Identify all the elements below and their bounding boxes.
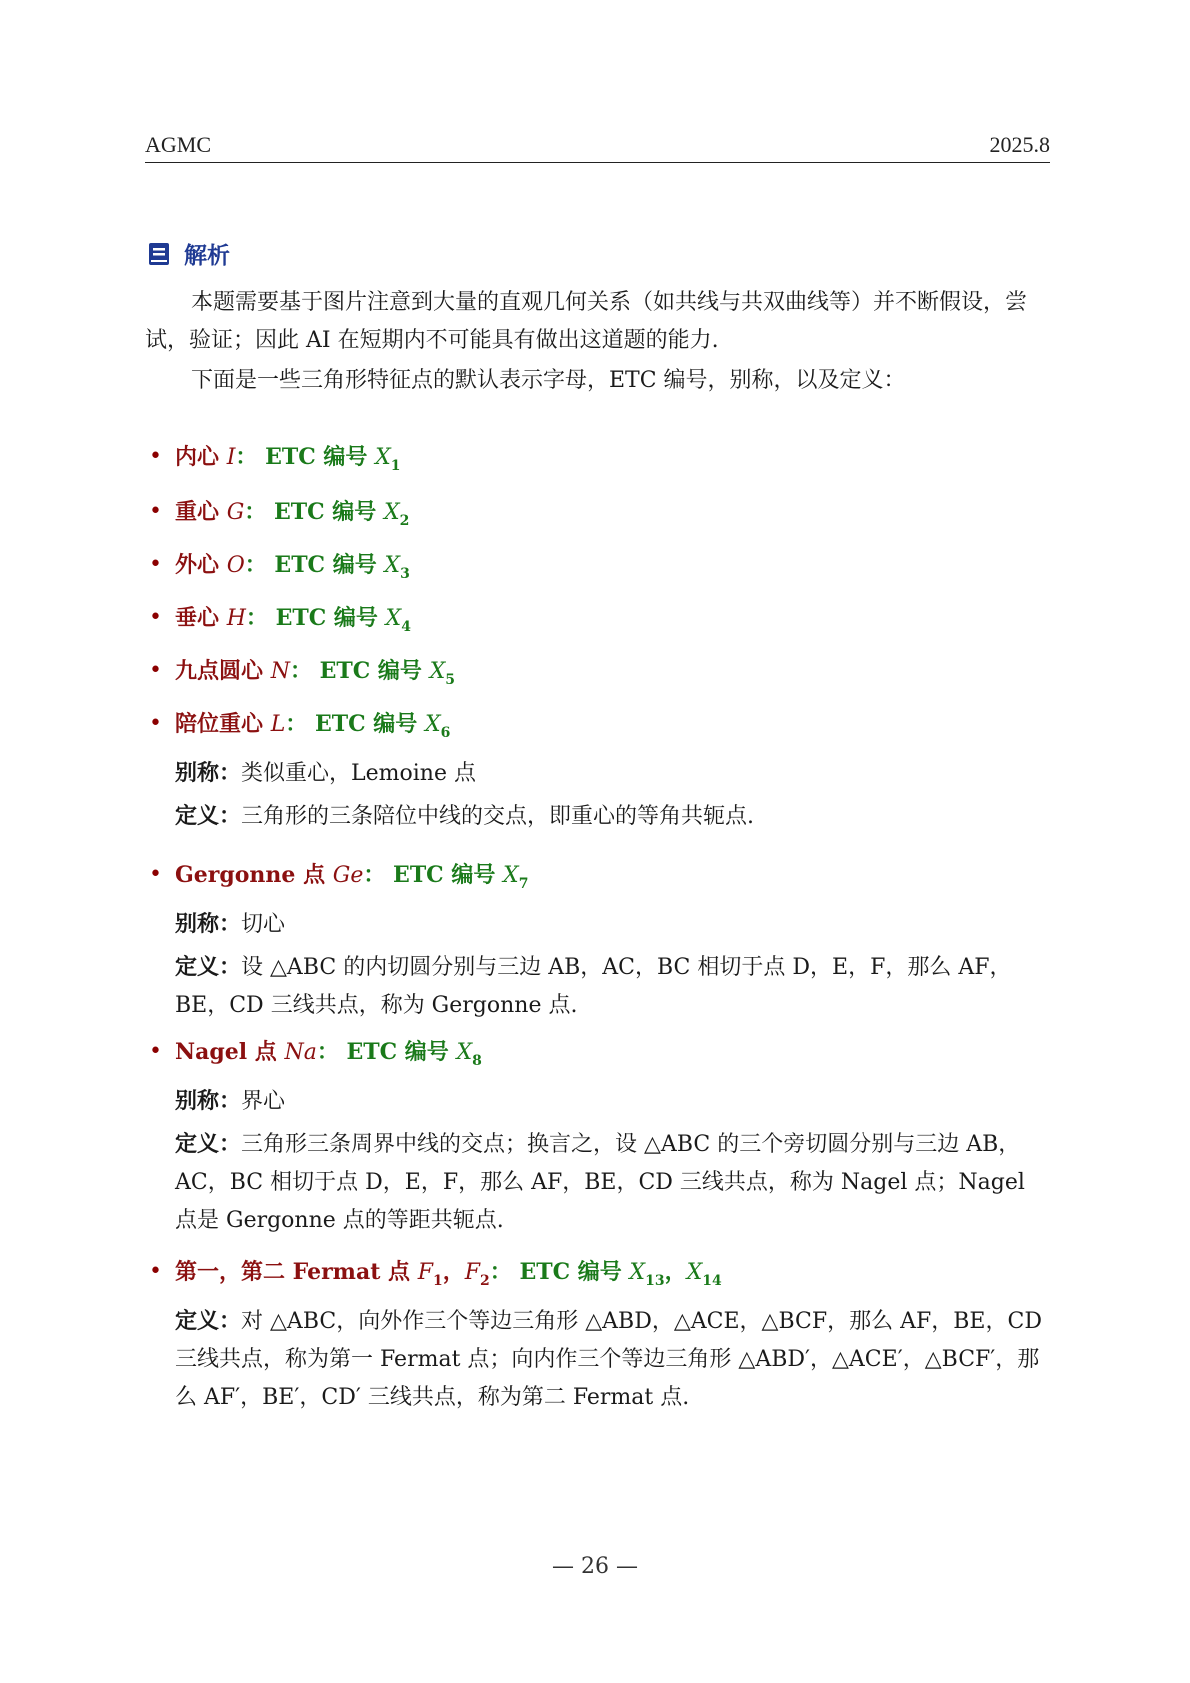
point-symbol: N [270, 659, 290, 684]
point-symbol: Ge [332, 863, 364, 888]
list-item [145, 858, 1050, 1035]
point-name: 重心 [175, 499, 220, 525]
item-title: Gergonne 点 Ge： ETC 编号 $X_7$ [175, 862, 529, 892]
list-item [145, 707, 1050, 858]
definition-text: 设 △ABC 的内切圆分别与三边 AB，AC，BC 相切于点 D，E，F，那么 AF，BE，CD 三线共点，称为 Gergonne 点. [175, 955, 1012, 1018]
point-symbol: Na [284, 1040, 317, 1065]
alias-label: 别称： [175, 760, 242, 786]
alias-text: 切心 [241, 912, 286, 937]
point-name: Nagel 点 [175, 1039, 277, 1065]
etc-x: X [375, 445, 391, 470]
etc-label: ETC 编号 [273, 499, 377, 525]
definition-line [175, 948, 1050, 1025]
list-item [145, 495, 1050, 548]
page-header [145, 132, 1050, 163]
list-item [145, 654, 1050, 707]
alias-label: 别称： [175, 911, 242, 937]
intro-paragraph-2: 下面是一些三角形特征点的默认表示字母，ETC 编号，别称，以及定义： [191, 368, 906, 393]
bullet: • [149, 552, 162, 577]
alias-text: 类似重心，Lemoine 点 [241, 761, 476, 786]
book-icon [148, 242, 170, 266]
etc-x-1: X [629, 1260, 646, 1285]
point-symbol-1: F [417, 1260, 433, 1285]
etc-sub: 4 [401, 619, 411, 635]
alias-line [175, 905, 1050, 944]
etc-sub-2: 14 [702, 1273, 722, 1289]
feature-point-list [145, 440, 1050, 1417]
etc-sub: 6 [440, 725, 451, 741]
point-name: 内心 [175, 444, 220, 470]
alias-line [175, 1082, 1050, 1121]
etc-x: X [424, 712, 441, 737]
definition-line [175, 1302, 1050, 1417]
point-name: 九点圆心 [175, 658, 264, 684]
etc-x: X [503, 863, 519, 888]
bullet: • [149, 499, 162, 524]
alias-line [175, 754, 1050, 793]
point-symbol: O [226, 553, 245, 578]
point-name: 第一，第二 Fermat 点 [175, 1259, 411, 1285]
item-title: 垂心 H： ETC 编号 $X_4$ [175, 605, 411, 635]
alias-label: 别称： [175, 1088, 242, 1114]
point-symbol: H [226, 606, 246, 631]
etc-label: ETC 编号 [393, 862, 496, 888]
etc-sub: 7 [518, 876, 529, 892]
list-item [145, 440, 1050, 495]
definition-label: 定义： [175, 803, 242, 829]
point-name: 外心 [175, 552, 220, 578]
etc-label: ETC 编号 [314, 711, 418, 737]
etc-sub-1: 13 [645, 1273, 665, 1289]
section-heading [148, 237, 230, 270]
list-item [145, 1255, 1050, 1417]
definition-text: 三角形三条周界中线的交点；换言之，设 △ABC 的三个旁切圆分别与三边 AB，AC，BC 相切于点 D，E，F，那么 AF，BE，CD 三线共点，称为 Nagel 点；Nagel 点是 Gergonne 点的等距共轭点. [175, 1132, 1025, 1233]
symbol-separator: ， [442, 1259, 465, 1285]
etc-sub: 3 [400, 566, 410, 582]
item-title: 第一，第二 Fermat 点 $F_1$，$F_2$： ETC 编号 $X_{13}$，$X_{14}$ [175, 1259, 722, 1289]
bullet: • [149, 1039, 162, 1064]
etc-label: ETC 编号 [274, 552, 377, 578]
etc-x: X [385, 606, 402, 631]
definition-text: 三角形的三条陪位中线的交点，即重心的等角共轭点. [241, 804, 755, 829]
intro-paragraph-1: 本题需要基于图片注意到大量的直观几何关系（如共线与共双曲线等）并不断假设，尝试，验证；因此 AI 在短期内不可能具有做出这道题的能力. [145, 290, 1028, 353]
bullet: • [149, 711, 162, 736]
section-title: 解析 [184, 242, 230, 269]
etc-label: ETC 编号 [275, 605, 378, 631]
list-item [145, 1035, 1050, 1255]
definition-label: 定义： [175, 1308, 242, 1334]
bullet: • [149, 605, 162, 630]
etc-label: ETC 编号 [346, 1039, 449, 1065]
item-title: 内心 I： ETC 编号 $X_1$ [175, 444, 401, 474]
item-title: Nagel 点 Na： ETC 编号 $X_8$ [175, 1039, 482, 1069]
bullet: • [149, 1259, 162, 1284]
definition-line [175, 1125, 1050, 1240]
bullet: • [149, 658, 162, 683]
etc-label: ETC 编号 [265, 444, 368, 470]
page-number: — 26 — [552, 1554, 638, 1579]
etc-label: ETC 编号 [519, 1259, 622, 1285]
list-item [145, 548, 1050, 601]
bullet: • [149, 444, 162, 469]
point-symbol: L [270, 712, 286, 737]
etc-sub: 5 [445, 672, 456, 688]
etc-sub: 8 [472, 1053, 482, 1069]
etc-x: X [383, 500, 400, 525]
definition-label: 定义： [175, 1131, 242, 1157]
item-title: 九点圆心 N： ETC 编号 $X_5$ [175, 658, 456, 688]
definition-line [175, 797, 1050, 836]
etc-x: X [456, 1040, 473, 1065]
etc-sub: 1 [390, 458, 401, 474]
header-left: AGMC [145, 132, 212, 157]
header-right: 2025.8 [989, 132, 1050, 157]
definition-text: 对 △ABC，向外作三个等边三角形 △ABD，△ACE，△BCF，那么 AF，BE，CD 三线共点，称为第一 Fermat 点；向内作三个等边三角形 △ABD′，△ACE′，△BCF′，那么 AF′，BE′，CD′ 三线共点，称为第二 Fermat 点. [175, 1309, 1042, 1410]
item-title: 外心 O： ETC 编号 $X_3$ [175, 552, 410, 582]
etc-x: X [384, 553, 401, 578]
etc-x-2: X [686, 1260, 703, 1285]
bullet: • [149, 862, 162, 887]
point-name: Gergonne 点 [175, 862, 326, 888]
point-name: 陪位重心 [175, 711, 264, 737]
definition-label: 定义： [175, 954, 242, 980]
alias-text: 界心 [241, 1089, 286, 1114]
item-title: 陪位重心 L： ETC 编号 $X_6$ [175, 711, 451, 741]
point-symbol-2-sub: 2 [480, 1273, 490, 1289]
etc-label: ETC 编号 [319, 658, 422, 684]
point-symbol-1-sub: 1 [432, 1273, 443, 1289]
item-title: 重心 G： ETC 编号 $X_2$ [175, 499, 410, 529]
point-symbol: I [226, 445, 236, 470]
list-item [145, 601, 1050, 654]
etc-sub: 2 [399, 513, 410, 529]
point-name: 垂心 [175, 605, 220, 631]
etc-x: X [429, 659, 446, 684]
point-symbol: G [226, 500, 245, 525]
point-symbol-2: F [464, 1260, 480, 1285]
